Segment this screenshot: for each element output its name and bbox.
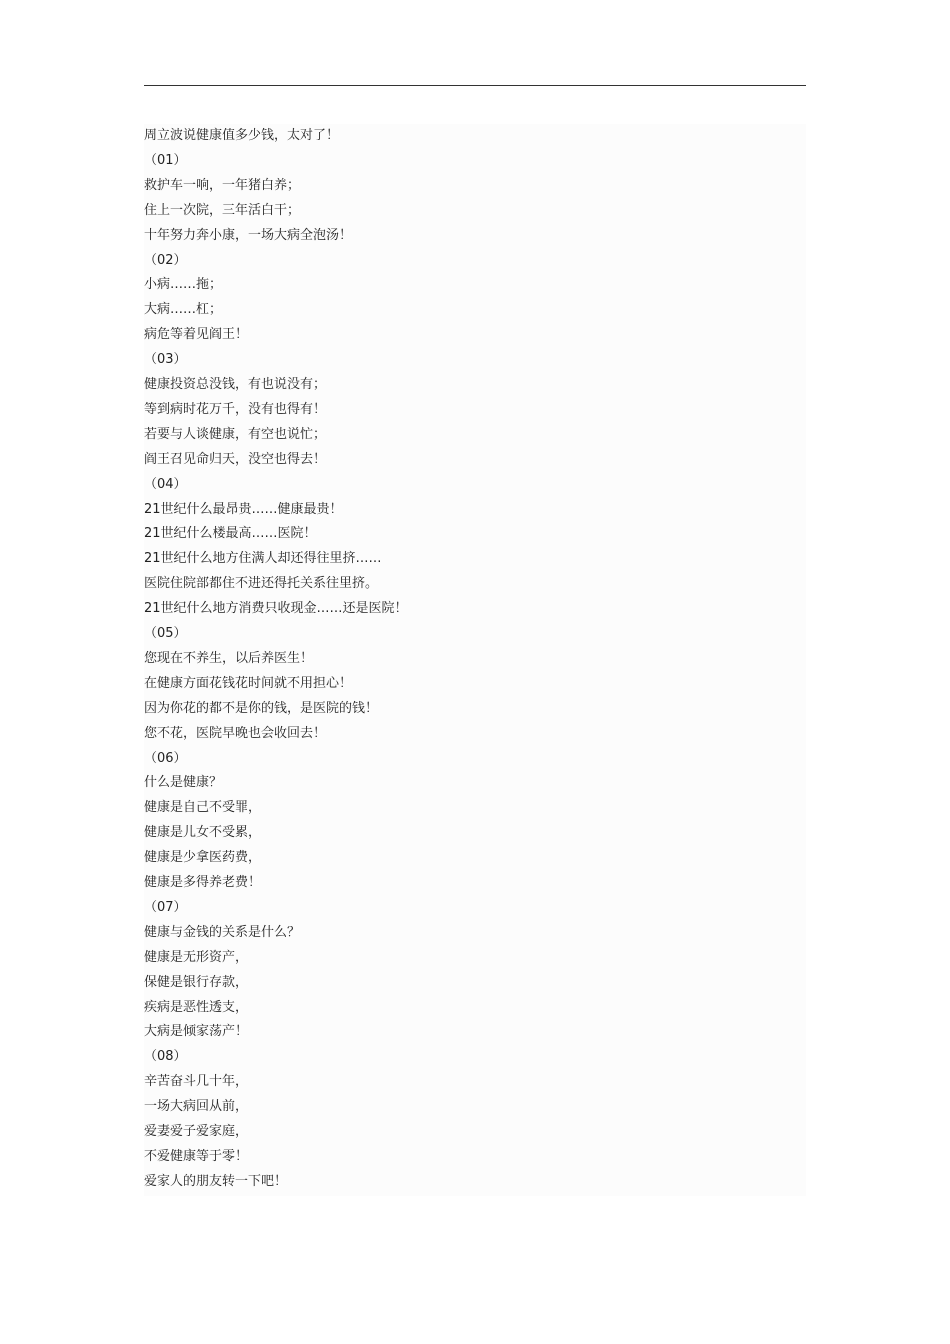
text-line: 21世纪什么最昂贵……健康最贵！ [144, 501, 343, 517]
text-line: 十年努力奔小康，一场大病全泡汤！ [144, 227, 353, 243]
text-line: 21世纪什么地方消费只收现金……还是医院！ [144, 601, 408, 617]
text-line: 救护车一响，一年猪白养； [144, 177, 301, 193]
document-body [144, 124, 806, 1196]
text-line: 健康是多得养老费！ [144, 875, 262, 890]
text-line: 21世纪什么地方住满人却还得往里挤…… [144, 551, 382, 567]
text-line: 若要与人谈健康，有空也说忙； [144, 426, 327, 442]
text-line: （07） [144, 899, 187, 915]
text-line: 不爱健康等于零！ [144, 1148, 249, 1164]
text-line: 小病……拖； [144, 277, 223, 293]
text-line: 大病……杠； [144, 302, 223, 318]
text-line: 周立波说健康值多少钱，太对了！ [144, 128, 340, 143]
text-line: 等到病时花万千，没有也得有！ [144, 401, 327, 417]
text-line: （02） [144, 252, 187, 268]
text-line: （04） [144, 476, 187, 492]
text-line: 您现在不养生，以后养医生！ [144, 650, 314, 666]
text-line: 辛苦奋斗几十年， [144, 1074, 249, 1090]
header-rule [144, 85, 806, 86]
text-line: 因为你花的都不是你的钱，是医院的钱！ [144, 700, 379, 716]
text-line: 住上一次院，三年活白干； [144, 202, 301, 218]
text-line: 一场大病回从前， [144, 1099, 249, 1115]
text-line: 爱家人的朋友转一下吧！ [144, 1173, 288, 1189]
text-line: （01） [144, 152, 187, 168]
text-line: 阎王召见命归天，没空也得去！ [144, 451, 327, 467]
text-line: 什么是健康？ [144, 775, 223, 791]
text-line: 健康投资总没钱，有也说没有； [144, 377, 327, 392]
text-line: 健康是无形资产， [144, 949, 249, 965]
text-line: （08） [144, 1049, 187, 1065]
text-line: （03） [144, 352, 187, 368]
text-line: 21世纪什么楼最高……医院！ [144, 526, 317, 542]
text-line: 疾病是恶性透支， [144, 999, 249, 1015]
text-line: 爱妻爱子爱家庭， [144, 1124, 249, 1139]
text-line: 健康是少拿医药费， [144, 850, 262, 866]
text-line: （06） [144, 750, 187, 766]
text-line: 健康与金钱的关系是什么？ [144, 924, 301, 940]
text-line: 医院住院部都住不进还得托关系往里挤。 [144, 576, 379, 592]
text-line: 病危等着见阎王！ [144, 327, 249, 343]
text-line: 健康是自己不受罪， [144, 800, 262, 816]
text-line: 在健康方面花钱花时间就不用担心！ [144, 675, 353, 691]
text-line: （05） [144, 626, 187, 641]
text-line: 保健是银行存款， [144, 974, 249, 990]
text-line: 您不花，医院早晚也会收回去！ [144, 725, 327, 741]
text-line: 健康是儿女不受累， [144, 825, 262, 841]
text-line: 大病是倾家荡产！ [144, 1024, 249, 1040]
